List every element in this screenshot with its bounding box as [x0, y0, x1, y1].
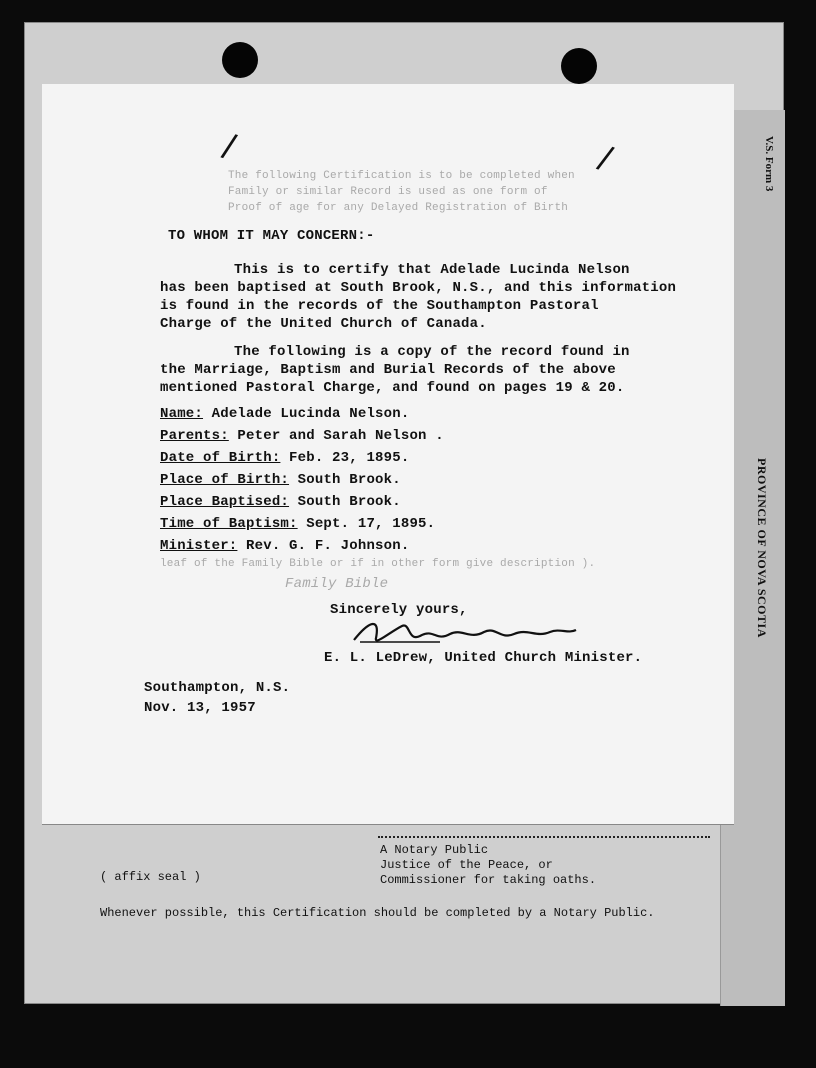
- field-place-of-birth-label: Place of Birth:: [160, 472, 290, 488]
- paragraph1-line-3: is found in the records of the Southampton Pastoral: [160, 298, 599, 314]
- faint-copy-note: leaf of the Family Bible or if in other form give description ).: [160, 558, 596, 570]
- paragraph2-line-1: The following is a copy of the record found in: [234, 344, 630, 360]
- field-parents-value: Peter and Sarah Nelson .: [237, 428, 444, 444]
- letter-place: Southampton, N.S.: [144, 680, 291, 696]
- province-heading: PROVINCE OF NOVA SCOTIA: [755, 458, 769, 638]
- field-name: [160, 406, 409, 422]
- field-date-of-birth-label: Date of Birth:: [160, 450, 281, 466]
- paragraph2-line-2: the Marriage, Baptism and Burial Records of the above: [160, 362, 616, 378]
- notary-line-2: Justice of the Peace, or: [380, 858, 553, 872]
- footer-note: Whenever possible, this Certification should be completed by a Notary Public.: [100, 906, 655, 920]
- field-time-of-baptism: [160, 516, 435, 532]
- field-time-of-baptism-label: Time of Baptism:: [160, 516, 298, 532]
- signer-name: E. L. LeDrew, United Church Minister.: [324, 650, 643, 666]
- field-time-of-baptism-value: Sept. 17, 1895.: [306, 516, 436, 532]
- field-minister-label: Minister:: [160, 538, 238, 554]
- field-place-of-birth: [160, 472, 401, 488]
- punch-hole-left: [222, 42, 258, 78]
- field-minister: [160, 538, 409, 554]
- closing: Sincerely yours,: [330, 602, 468, 618]
- paragraph1-line-1: This is to certify that Adelade Lucinda Nelson: [234, 262, 630, 278]
- paragraph2-line-3: mentioned Pastoral Charge, and found on pages 19 & 20.: [160, 380, 625, 396]
- field-place-of-birth-value: South Brook.: [297, 472, 401, 488]
- notary-line-3: Commissioner for taking oaths.: [380, 873, 597, 887]
- faint-form-line-2: Family or similar Record is used as one form of: [228, 186, 548, 198]
- field-parents: [160, 428, 444, 444]
- punch-hole-right: [561, 48, 597, 84]
- field-minister-value: Rev. G. F. Johnson.: [246, 538, 410, 554]
- notary-signature-line: [378, 836, 710, 838]
- faint-form-line-1: The following Certification is to be completed when: [228, 170, 575, 182]
- field-date-of-birth-value: Feb. 23, 1895.: [289, 450, 410, 466]
- paragraph1-line-2: has been baptised at South Brook, N.S., and this information: [160, 280, 677, 296]
- field-date-of-birth: [160, 450, 409, 466]
- pencil-mark-right: /: [592, 137, 618, 180]
- faint-family-bible: Family Bible: [285, 576, 389, 592]
- field-place-baptised-value: South Brook.: [297, 494, 401, 510]
- field-parents-label: Parents:: [160, 428, 229, 444]
- pencil-mark-left: /: [218, 125, 241, 168]
- salutation: TO WHOM IT MAY CONCERN:-: [168, 228, 375, 244]
- paragraph1-line-4: Charge of the United Church of Canada.: [160, 316, 487, 332]
- field-name-label: Name:: [160, 406, 204, 422]
- field-place-baptised-label: Place Baptised:: [160, 494, 290, 510]
- notary-line-1: A Notary Public: [380, 843, 489, 857]
- field-name-value: Adelade Lucinda Nelson.: [211, 406, 410, 422]
- seal-note: ( affix seal ): [100, 870, 201, 884]
- signature-graphic: [350, 612, 580, 652]
- form-number-label: V.S. Form 3: [763, 136, 775, 192]
- letter-date: Nov. 13, 1957: [144, 700, 256, 716]
- faint-form-line-3: Proof of age for any Delayed Registration of Birth: [228, 202, 569, 214]
- field-place-baptised: [160, 494, 401, 510]
